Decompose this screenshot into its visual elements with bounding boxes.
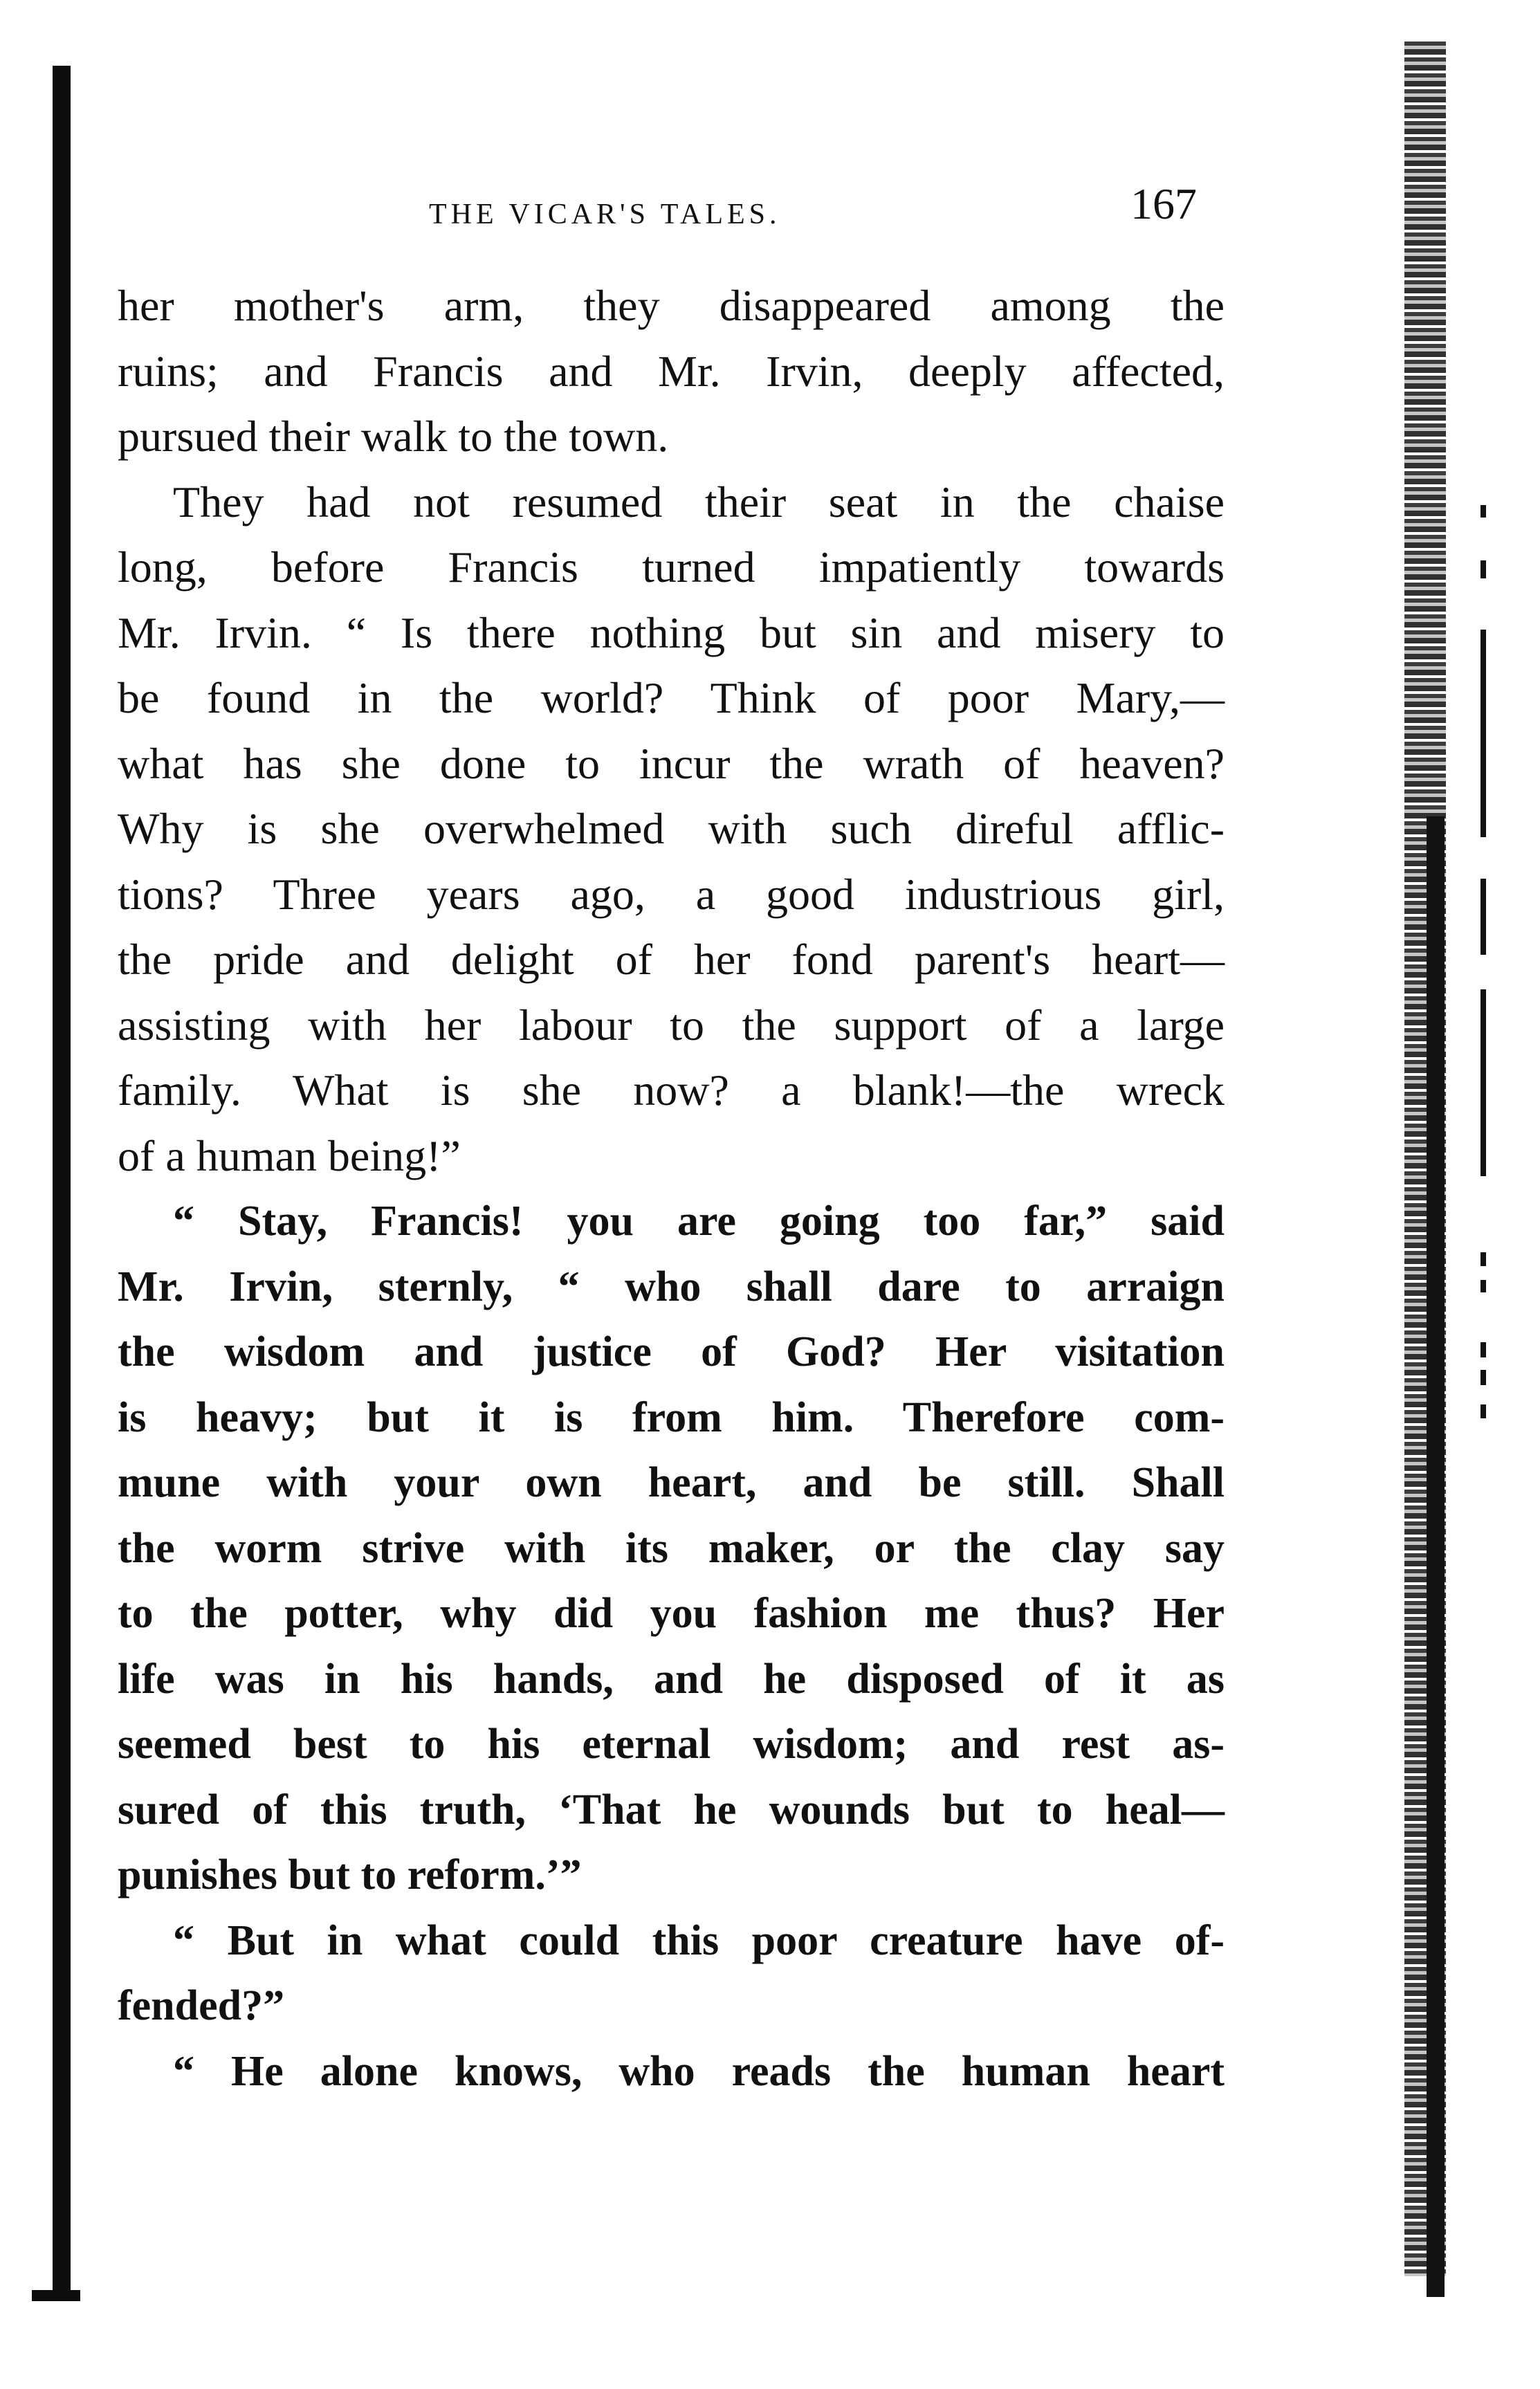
- text-line: the wisdom and justice of God? Her visitation: [118, 1328, 1225, 1375]
- text-line: the worm strive with its maker, or the clay say: [118, 1524, 1225, 1572]
- text-line: They had not resumed their seat in the chaise: [173, 477, 1225, 527]
- text-line: “ Stay, Francis! you are going too far,” said: [173, 1198, 1225, 1245]
- page-header: [387, 179, 1197, 241]
- binding-shadow-foot: [32, 2290, 80, 2301]
- text-line: mune with your own heart, and be still. Shall: [118, 1459, 1225, 1506]
- text-line: long, before Francis turned impatiently towards: [118, 542, 1225, 592]
- page-edge-right-core: [1427, 816, 1445, 2297]
- text-line: fended?”: [118, 1982, 285, 2029]
- text-line: the pride and delight of her fond parent's heart—: [118, 935, 1225, 984]
- text-line: “ He alone knows, who reads the human heart: [173, 2047, 1225, 2095]
- text-line: ruins; and Francis and Mr. Irvin, deeply affected,: [118, 346, 1225, 396]
- text-line: be found in the world? Think of poor Mary,—: [118, 673, 1225, 722]
- text-line: is heavy; but it is from him. Therefore com-: [118, 1393, 1225, 1441]
- text-line: Mr. Irvin, sternly, “ who shall dare to arraign: [118, 1263, 1225, 1310]
- text-line: what has she done to incur the wrath of heaven?: [118, 738, 1225, 788]
- page-edge-marks: [1481, 505, 1487, 1418]
- text-line: her mother's arm, they disappeared among the: [118, 281, 1225, 330]
- text-line: “ But in what could this poor creature have of-: [173, 1916, 1225, 1964]
- text-line: Mr. Irvin. “ Is there nothing but sin and misery to: [118, 607, 1225, 657]
- page-number: 167: [1130, 179, 1197, 228]
- binding-shadow-left: [53, 66, 71, 2300]
- text-line: pursued their walk to the town.: [118, 412, 669, 461]
- text-line: seemed best to his eternal wisdom; and rest as-: [118, 1721, 1225, 1768]
- text-line: to the potter, why did you fashion me thus? Her: [118, 1590, 1225, 1637]
- running-head: THE VICAR'S TALES.: [429, 199, 781, 230]
- text-line: life was in his hands, and he disposed of it as: [118, 1655, 1225, 1703]
- body-text: [118, 273, 1225, 2104]
- text-line: sured of this truth, ‘That he wounds but to heal—: [118, 1786, 1225, 1833]
- text-line: assisting with her labour to the support of a large: [118, 1000, 1225, 1050]
- text-line: of a human being!”: [118, 1131, 461, 1180]
- text-line: family. What is she now? a blank!—the wreck: [118, 1065, 1225, 1115]
- text-line: Why is she overwhelmed with such direful afflic-: [118, 804, 1225, 853]
- text-line: tions? Three years ago, a good industrious girl,: [118, 869, 1225, 919]
- text-line: punishes but to reform.’”: [118, 1851, 582, 1898]
